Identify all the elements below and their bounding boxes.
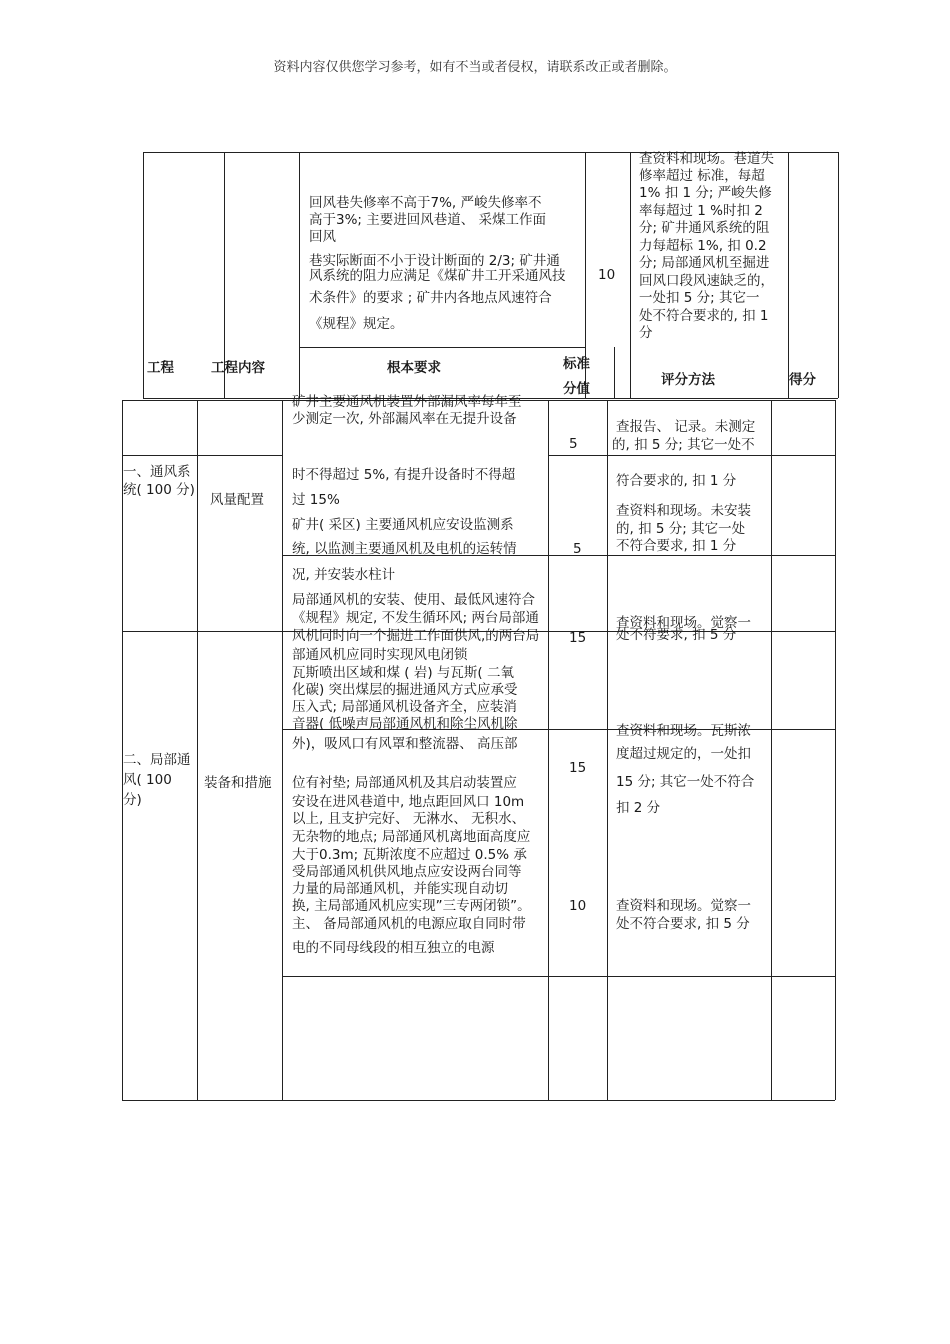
rule	[299, 152, 300, 398]
section2-method-line: 查资料和现场。瓦斯浓	[616, 723, 751, 739]
section2-method-line: 查资料和现场。觉察一	[616, 898, 751, 914]
rule	[548, 400, 549, 1100]
rule	[630, 152, 631, 398]
section1-requirement-line: 矿井主要通风机装置外部漏风率每年至	[292, 394, 522, 410]
section1-score-a: 5	[569, 436, 578, 452]
top-requirement-line: 巷实际断面不小于设计断面的 2/3; 矿井通	[309, 253, 560, 269]
section1-requirement-line: 况, 并安装水柱计	[292, 567, 396, 583]
top-method-line: 1% 扣 1 分; 严峻失修	[639, 185, 772, 201]
section2-requirement-line: 换, 主局部通风机应实现”三专两闭锁”。	[292, 898, 531, 914]
header-method: 评分方法	[661, 372, 715, 388]
section2-requirement-line: 化碳) 突出煤层的掘进通风方式应承受	[292, 682, 518, 698]
top-method-line: 查资料和现场。巷道失	[639, 151, 774, 167]
rule	[122, 400, 123, 1100]
section2-method-line: 扣 2 分	[616, 800, 661, 816]
section2-score-c: 10	[569, 898, 587, 914]
section1-method-line: 符合要求的, 扣 1 分	[616, 473, 737, 489]
section2-project-line: 二、局部通	[123, 752, 191, 768]
section1-requirement-line: 过 15%	[292, 492, 340, 508]
top-method-line: 回风口段风速缺乏的，	[639, 273, 774, 289]
top-method-line: 分; 矿井通风系统的阻	[639, 220, 770, 236]
header-score-line1: 标准	[563, 356, 590, 372]
section1-method-line: 的, 扣 5 分; 其它一处不	[612, 437, 755, 453]
section2-requirement-line: 位有衬垫; 局部通风机及其启动装置应	[292, 775, 517, 791]
section2-content: 装备和措施	[204, 775, 272, 791]
rule	[548, 455, 835, 456]
section2-requirement-line: 电的不同母线段的相互独立的电源	[292, 940, 495, 956]
top-requirement-line: 高于3%; 主要进回风巷道、 采煤工作面	[309, 212, 547, 228]
section1-content: 风量配置	[210, 492, 264, 508]
section2-requirement-line: 音器( 低噪声局部通风机和除尘风机除	[292, 716, 518, 732]
top-method-line: 力每超标 1%, 扣 0.2	[639, 238, 767, 254]
top-method-line: 一处扣 5 分; 其它一	[639, 290, 760, 306]
section1-method-line: 不符合要求, 扣 1 分	[616, 538, 737, 554]
section2-requirement-line: 力量的局部通风机，并能实现自动切	[292, 881, 508, 897]
section1-method-line: 的, 扣 5 分; 其它一处	[616, 521, 746, 537]
section1-score-b: 5	[573, 541, 582, 557]
section2-requirement-line: 受局部通风机供风地点应安设两台同等	[292, 864, 522, 880]
header-result: 得分	[789, 372, 816, 388]
section1-project-line: 统( 100 分)	[123, 482, 195, 498]
section2-method-line: 查资料和现场。觉察一	[616, 615, 751, 631]
top-score: 10	[598, 267, 616, 283]
section1-method-line: 查报告、 记录。未测定	[616, 419, 756, 435]
top-requirement-line: 术条件》的要求 ; 矿井内各地点风速符合	[309, 290, 552, 306]
rule	[122, 455, 282, 456]
rule	[197, 400, 198, 1100]
section2-requirement-line: 外)，吸风口有风罩和整流器、 高压部	[292, 736, 518, 752]
header-note: 资料内容仅供您学习参考，如有不当或者侵权，请联系改正或者删除。	[273, 60, 677, 75]
section1-requirement-line: 统, 以监测主要通风机及电机的运转情	[292, 541, 517, 557]
top-method-line: 率每超过 1 %时扣 2	[639, 203, 763, 219]
section1-project-line: 一、通风系	[123, 464, 191, 480]
header-project: 工程	[147, 360, 174, 376]
top-requirement-line: 风系统的阻力应满足《煤矿井工开采通风技	[309, 268, 566, 284]
section2-requirement-line: 以上, 且支护完好、 无淋水、 无积水、	[292, 811, 526, 827]
section2-project-line: 风( 100	[123, 772, 172, 788]
section2-requirement-line: 瓦斯喷出区域和煤 ( 岩) 与瓦斯( 二氧	[292, 665, 514, 681]
section2-requirement-line: 《规程》规定, 不发生循环风; 两台局部通	[292, 610, 539, 626]
section1-requirement-line: 时不得超过 5%, 有提升设备时不得超	[292, 467, 516, 483]
header-content: 工程内容	[211, 360, 265, 376]
section1-requirement-line: 矿井( 采区) 主要通风机应安设监测系	[292, 517, 514, 533]
rule	[771, 400, 772, 1100]
top-requirement-line: 《规程》规定。	[309, 316, 404, 332]
rule	[282, 400, 283, 1100]
rule	[788, 152, 789, 398]
section2-requirement-line: 风机同时向一个掘进工作面供风,的两台局	[292, 628, 540, 644]
top-method-line: 分	[639, 325, 653, 341]
header-requirement: 根本要求	[387, 360, 441, 376]
section2-score-b: 15	[569, 760, 587, 776]
section2-method-line: 处不符合要求, 扣 5 分	[616, 916, 750, 932]
section2-method-line: 处不符要求, 扣 5 分	[616, 627, 737, 643]
section1-requirement-line: 少测定一次, 外部漏风率在无提升设备	[292, 411, 517, 427]
top-requirement-line: 回风	[309, 229, 336, 245]
rule	[614, 347, 615, 398]
section2-project-line: 分)	[123, 792, 142, 808]
section2-requirement-line: 压入式; 局部通风机设备齐全，应装消	[292, 699, 517, 715]
top-requirement-line: 回风巷失修率不高于7%, 严峻失修率不	[309, 195, 542, 211]
top-method-line: 修率超过 标准，每超	[639, 168, 765, 184]
header-score-line2: 分值	[563, 381, 590, 397]
top-method-line: 处不符合要求的, 扣 1	[639, 308, 769, 324]
rule	[838, 152, 839, 398]
section2-requirement-line: 部通风机应同时实现风电闭锁	[292, 647, 468, 663]
rule	[607, 400, 608, 1100]
section2-score-a: 15	[569, 630, 587, 646]
rule	[299, 347, 585, 348]
section2-requirement-line: 主、 备局部通风机的电源应取自同时带	[292, 916, 526, 932]
rule	[143, 152, 144, 398]
section1-method-line: 查资料和现场。未安装	[616, 503, 751, 519]
section2-requirement-line: 无杂物的地点; 局部通风机离地面高度应	[292, 829, 531, 845]
top-method-line: 分; 局部通风机至掘进	[639, 255, 770, 271]
rule	[835, 400, 836, 1100]
rule	[282, 976, 835, 977]
section2-method-line: 15 分; 其它一处不符合	[616, 774, 755, 790]
section2-method-line: 度超过规定的，一处扣	[616, 746, 751, 762]
section2-requirement-line: 大于0.3m; 瓦斯浓度不应超过 0.5% 承	[292, 847, 527, 863]
rule	[122, 1100, 835, 1101]
section2-requirement-line: 安设在进风巷道中, 地点距回风口 10m	[292, 794, 525, 810]
section2-requirement-line: 局部通风机的安装、使用、最低风速符合	[292, 592, 535, 608]
